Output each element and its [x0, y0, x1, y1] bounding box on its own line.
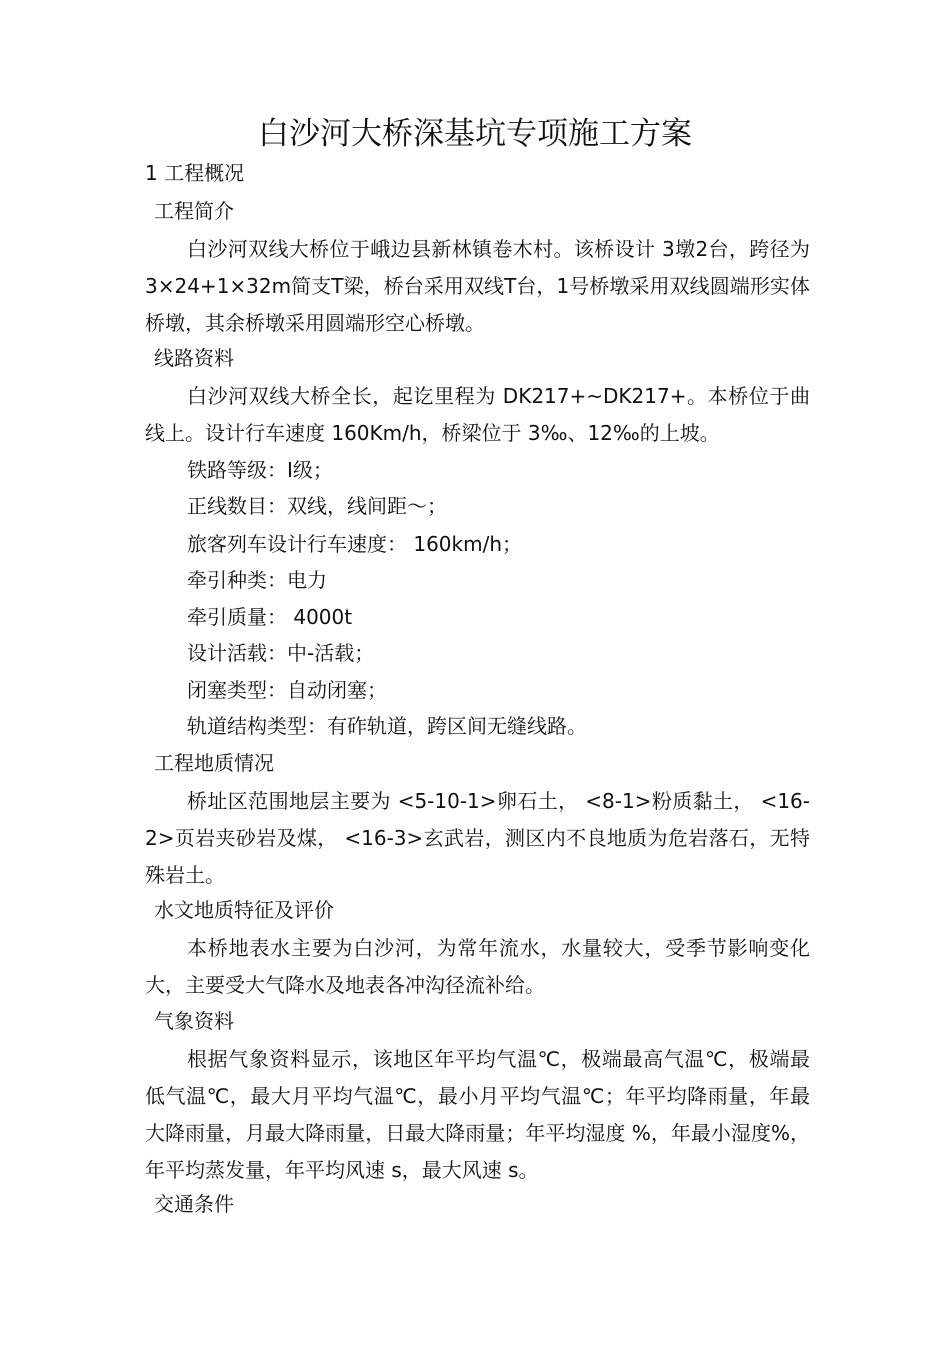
list-item: 闭塞类型：自动闭塞；: [187, 678, 387, 702]
list-item: 牵引质量： 4000t: [187, 605, 353, 629]
subsection-heading: 工程地质情况: [154, 751, 274, 775]
list-item: 旅客列车设计行车速度： 160km/h；: [187, 532, 523, 556]
subsection-heading: 水文地质特征及评价: [154, 898, 334, 922]
hydro-paragraph: 本桥地表水主要为白沙河，为常年流水，水量较大，受季节影响变化大，主要受大气降水及地表各冲沟径流补给。: [145, 936, 810, 997]
climate-paragraph: 根据气象资料显示，该地区年平均气温℃，极端最高气温℃，极端最低气温℃，最大月平均气温℃，最小月平均气温℃；年平均降雨量，年最大降雨量，月最大降雨量，日最大降雨量；年平均湿度 %，年最小湿度%，年平均蒸发量，年平均风速 s，最大风速 s。: [145, 1047, 810, 1182]
subsection-heading: 线路资料: [154, 346, 234, 370]
section-heading: 1 工程概况: [145, 161, 245, 185]
route-paragraph: 白沙河双线大桥全长，起讫里程为 DK217+~DK217+。本桥位于曲线上。设计行车速度 160Km/h，桥梁位于 3‰、12‰的上坡。: [145, 384, 810, 445]
document-title: 白沙河大桥深基坑专项施工方案: [258, 116, 692, 152]
subsection-heading: 气象资料: [154, 1009, 234, 1033]
subsection-heading: 工程简介: [154, 199, 234, 223]
list-item: 轨道结构类型：有砟轨道，跨区间无缝线路。: [187, 714, 587, 738]
list-item: 正线数目：双线，线间距～；: [187, 494, 447, 518]
list-item: 铁路等级：Ⅰ级；: [187, 458, 333, 482]
overview-paragraph: 白沙河双线大桥位于峨边县新林镇卷木村。该桥设计 3墩2台，跨径为3×24+1×32m简支T梁，桥台采用双线T台，1号桥墩采用双线圆端形实体桥墩，其余桥墩采用圆端形空心桥墩。: [145, 237, 810, 335]
geology-paragraph: 桥址区范围地层主要为 <5-10-1>卵石土， <8-1>粉质黏土， <16-2>页岩夹砂岩及煤， <16-3>玄武岩，测区内不良地质为危岩落石，无特殊岩土。: [145, 789, 810, 887]
list-item: 牵引种类：电力: [187, 568, 327, 592]
subsection-heading: 交通条件: [154, 1192, 234, 1216]
list-item: 设计活载：中-活载；: [187, 641, 375, 665]
